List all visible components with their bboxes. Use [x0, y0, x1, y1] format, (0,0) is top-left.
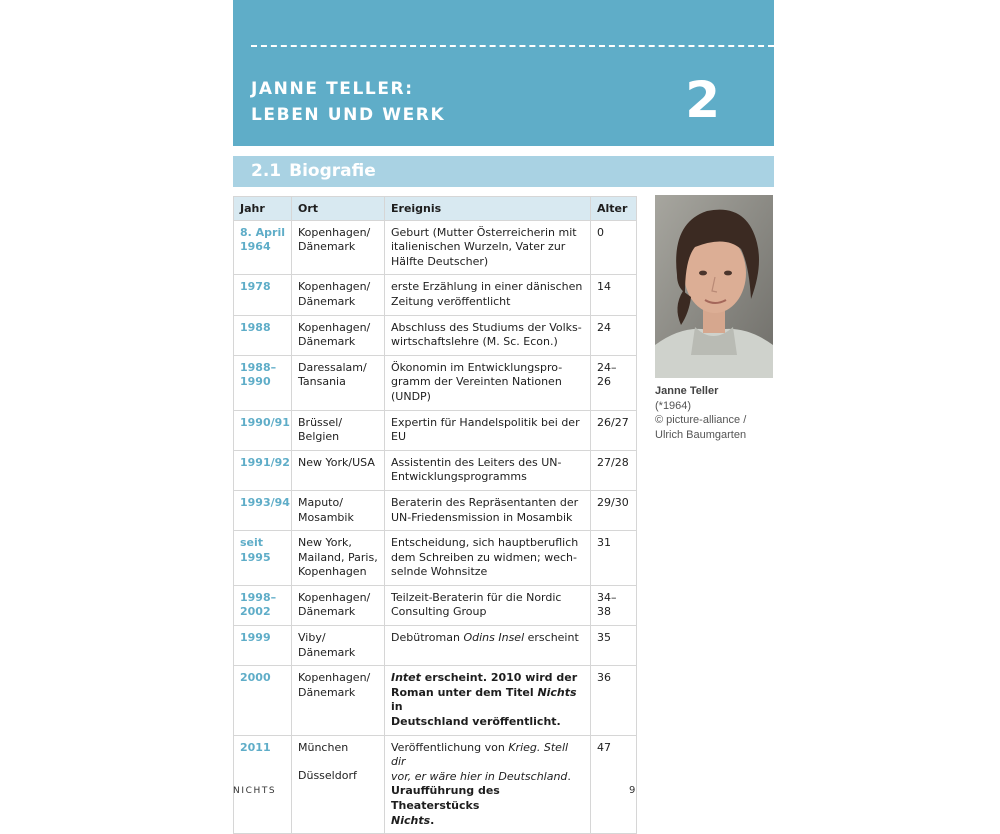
chapter-title-line-1: JANNE TELLER: [251, 79, 414, 99]
event-cell [385, 450, 591, 490]
year-cell [234, 410, 292, 450]
year-cell [234, 735, 292, 834]
year-line: 1993/94 [240, 495, 290, 509]
event-text-run: Intet [391, 671, 421, 685]
place-cell [292, 490, 385, 530]
event-line [391, 715, 584, 730]
place-line: Viby/ [298, 631, 326, 645]
page-number: 9 [629, 785, 636, 796]
year-line: 1999 [240, 631, 271, 645]
event-line: selnde Wohnsitze [391, 565, 488, 579]
year-cell [234, 531, 292, 586]
event-line [391, 631, 584, 646]
place-line: Tansania [298, 375, 346, 389]
place-line: München [298, 740, 349, 754]
place-line: Dänemark [298, 685, 356, 699]
year-line: 1988– [240, 360, 277, 374]
section-number: 2.1 [251, 161, 282, 181]
event-line: Zeitung veröffentlicht [391, 294, 511, 308]
event-cell [385, 410, 591, 450]
event-text-run: vor, er wäre hier in Deutschland [391, 769, 568, 783]
place-line: New York, [298, 536, 352, 550]
place-cell [292, 315, 385, 355]
event-cell [385, 626, 591, 666]
table-row [234, 666, 637, 735]
biography-table [233, 196, 637, 834]
age-cell: 35 [591, 626, 637, 666]
year-line: 2000 [240, 671, 271, 685]
event-line: (UNDP) [391, 389, 431, 403]
header-event: Ereignis [385, 197, 591, 221]
place-line: Belgien [298, 430, 340, 444]
caption-year: (*1964) [655, 399, 692, 412]
event-line: wirtschaftslehre (M. Sc. Econ.) [391, 335, 558, 349]
place-line: Dänemark [298, 294, 356, 308]
event-line [391, 814, 584, 829]
event-line: Ökonomin im Entwicklungspro- [391, 360, 563, 374]
year-line: 2002 [240, 605, 271, 619]
chapter-title [251, 76, 445, 128]
table-row [234, 531, 637, 586]
place-line: Kopenhagen/ [298, 225, 371, 239]
place-line: Daressalam/ [298, 360, 367, 374]
event-line [391, 671, 584, 686]
header-age: Alter [591, 197, 637, 221]
place-line: Brüssel/ [298, 415, 343, 429]
year-line: 2011 [240, 740, 271, 754]
event-text-run: Veröffentlichung von [391, 740, 509, 754]
place-line: Dänemark [298, 605, 356, 619]
table-row [234, 355, 637, 410]
place-line [298, 755, 378, 769]
event-line [391, 784, 584, 813]
chapter-number: 2 [685, 71, 720, 129]
age-cell: 36 [591, 666, 637, 735]
year-line: 1964 [240, 240, 271, 254]
event-cell [385, 585, 591, 625]
place-line: New York/USA [298, 455, 375, 469]
event-text-run: Deutschland veröffentlicht. [391, 715, 561, 729]
table-row [234, 585, 637, 625]
event-text-run: Roman unter dem Titel [391, 685, 538, 699]
event-text-run: in [391, 700, 403, 714]
place-line: Dänemark [298, 645, 356, 659]
place-cell [292, 275, 385, 315]
year-cell [234, 275, 292, 315]
place-cell [292, 626, 385, 666]
place-line: Kopenhagen/ [298, 280, 371, 294]
event-text-run: Uraufführung des Theaterstücks [391, 784, 500, 812]
event-line: Geburt (Mutter Österreicherin mit [391, 225, 577, 239]
place-cell [292, 531, 385, 586]
event-line: UN-Friedensmission in Mosambik [391, 510, 573, 524]
event-line: Assistentin des Leiters des UN- [391, 455, 562, 469]
header-place: Ort [292, 197, 385, 221]
age-cell: 24–26 [591, 355, 637, 410]
event-line: Abschluss des Studiums der Volks- [391, 320, 582, 334]
place-line: Mailand, Paris, [298, 550, 378, 564]
table-header-row [234, 197, 637, 221]
event-cell [385, 315, 591, 355]
event-text-run: erscheint [524, 631, 579, 645]
age-cell: 27/28 [591, 450, 637, 490]
age-cell: 24 [591, 315, 637, 355]
section-title [251, 160, 376, 183]
place-cell [292, 735, 385, 834]
place-cell [292, 450, 385, 490]
year-line: 1990 [240, 375, 271, 389]
chapter-title-line-2: LEBEN UND WERK [251, 105, 446, 125]
event-cell [385, 220, 591, 275]
event-line: Hälfte Deutscher) [391, 254, 489, 268]
event-text-run: . [567, 769, 571, 783]
event-text-run: . [430, 813, 435, 827]
event-line: Entwicklungsprogramms [391, 470, 527, 484]
event-cell [385, 275, 591, 315]
event-line: Entscheidung, sich hauptberuflich [391, 536, 579, 550]
year-line: 1978 [240, 280, 271, 294]
place-line: Düsseldorf [298, 769, 357, 783]
age-cell: 26/27 [591, 410, 637, 450]
caption-name: Janne Teller [655, 385, 719, 397]
place-line: Kopenhagen/ [298, 590, 371, 604]
section-label: Biografie [289, 161, 376, 181]
place-line: Kopenhagen [298, 565, 367, 579]
event-line: Beraterin des Repräsentanten der [391, 495, 579, 509]
event-line: gramm der Vereinten Nationen [391, 375, 562, 389]
event-text-run: Krieg. Stell dir [391, 740, 569, 769]
dashed-divider [251, 45, 774, 47]
footer-book-title: NICHTS [233, 786, 277, 796]
year-cell [234, 355, 292, 410]
table-row [234, 220, 637, 275]
year-line: 1988 [240, 320, 271, 334]
place-line: Dänemark [298, 335, 356, 349]
year-cell [234, 220, 292, 275]
event-line: Expertin für Handelspolitik bei der [391, 415, 580, 429]
place-line: Dänemark [298, 240, 356, 254]
event-cell [385, 531, 591, 586]
event-line: erste Erzählung in einer dänischen [391, 280, 583, 294]
age-cell: 47 [591, 735, 637, 834]
event-cell [385, 735, 591, 834]
event-line: EU [391, 430, 407, 444]
caption-credit-line-1: © picture-alliance / [655, 414, 747, 427]
place-line: Mosambik [298, 510, 354, 524]
table-row [234, 490, 637, 530]
table-row [234, 735, 637, 834]
event-text-run: Debütroman [391, 631, 464, 645]
event-line: Consulting Group [391, 605, 487, 619]
age-cell: 14 [591, 275, 637, 315]
event-cell [385, 666, 591, 735]
place-cell [292, 355, 385, 410]
age-cell: 31 [591, 531, 637, 586]
age-cell: 0 [591, 220, 637, 275]
event-text-run: erscheint. 2010 wird der [420, 671, 578, 685]
year-cell [234, 626, 292, 666]
photo-caption [655, 384, 746, 442]
event-line: Teilzeit-Beraterin für die Nordic [391, 590, 562, 604]
place-cell [292, 220, 385, 275]
caption-credit-line-2: Ulrich Baumgarten [655, 428, 747, 441]
table-row [234, 450, 637, 490]
age-cell: 29/30 [591, 490, 637, 530]
event-text-run: Nichts [537, 685, 577, 699]
event-cell [385, 355, 591, 410]
event-line: italienischen Wurzeln, Vater zur [391, 240, 566, 254]
year-cell [234, 315, 292, 355]
year-line: seit [240, 536, 264, 550]
year-cell [234, 490, 292, 530]
place-cell [292, 585, 385, 625]
portrait-image [655, 195, 773, 378]
age-cell: 34–38 [591, 585, 637, 625]
place-line: Maputo/ [298, 495, 343, 509]
biography-table-body [234, 220, 637, 834]
event-line [391, 686, 584, 715]
event-line [391, 770, 584, 785]
place-line: Kopenhagen/ [298, 671, 371, 685]
event-cell [385, 490, 591, 530]
event-line: dem Schreiben zu widmen; wech- [391, 550, 577, 564]
year-cell [234, 666, 292, 735]
event-line [391, 741, 584, 770]
event-text-run: Nichts [391, 813, 431, 827]
event-text-run: Odins Insel [463, 631, 525, 645]
year-line: 1995 [240, 550, 271, 564]
year-line: 8. April [240, 225, 286, 239]
table-row [234, 275, 637, 315]
year-line: 1998– [240, 590, 277, 604]
table-row [234, 315, 637, 355]
year-cell [234, 450, 292, 490]
table-row [234, 410, 637, 450]
chapter-header [233, 0, 774, 146]
table-row [234, 626, 637, 666]
header-year: Jahr [234, 197, 292, 221]
place-cell [292, 410, 385, 450]
year-line: 1990/91 [240, 415, 290, 429]
year-line: 1991/92 [240, 455, 290, 469]
place-line: Kopenhagen/ [298, 320, 371, 334]
section-header [233, 156, 774, 187]
place-cell [292, 666, 385, 735]
author-photo [655, 195, 773, 378]
year-cell [234, 585, 292, 625]
